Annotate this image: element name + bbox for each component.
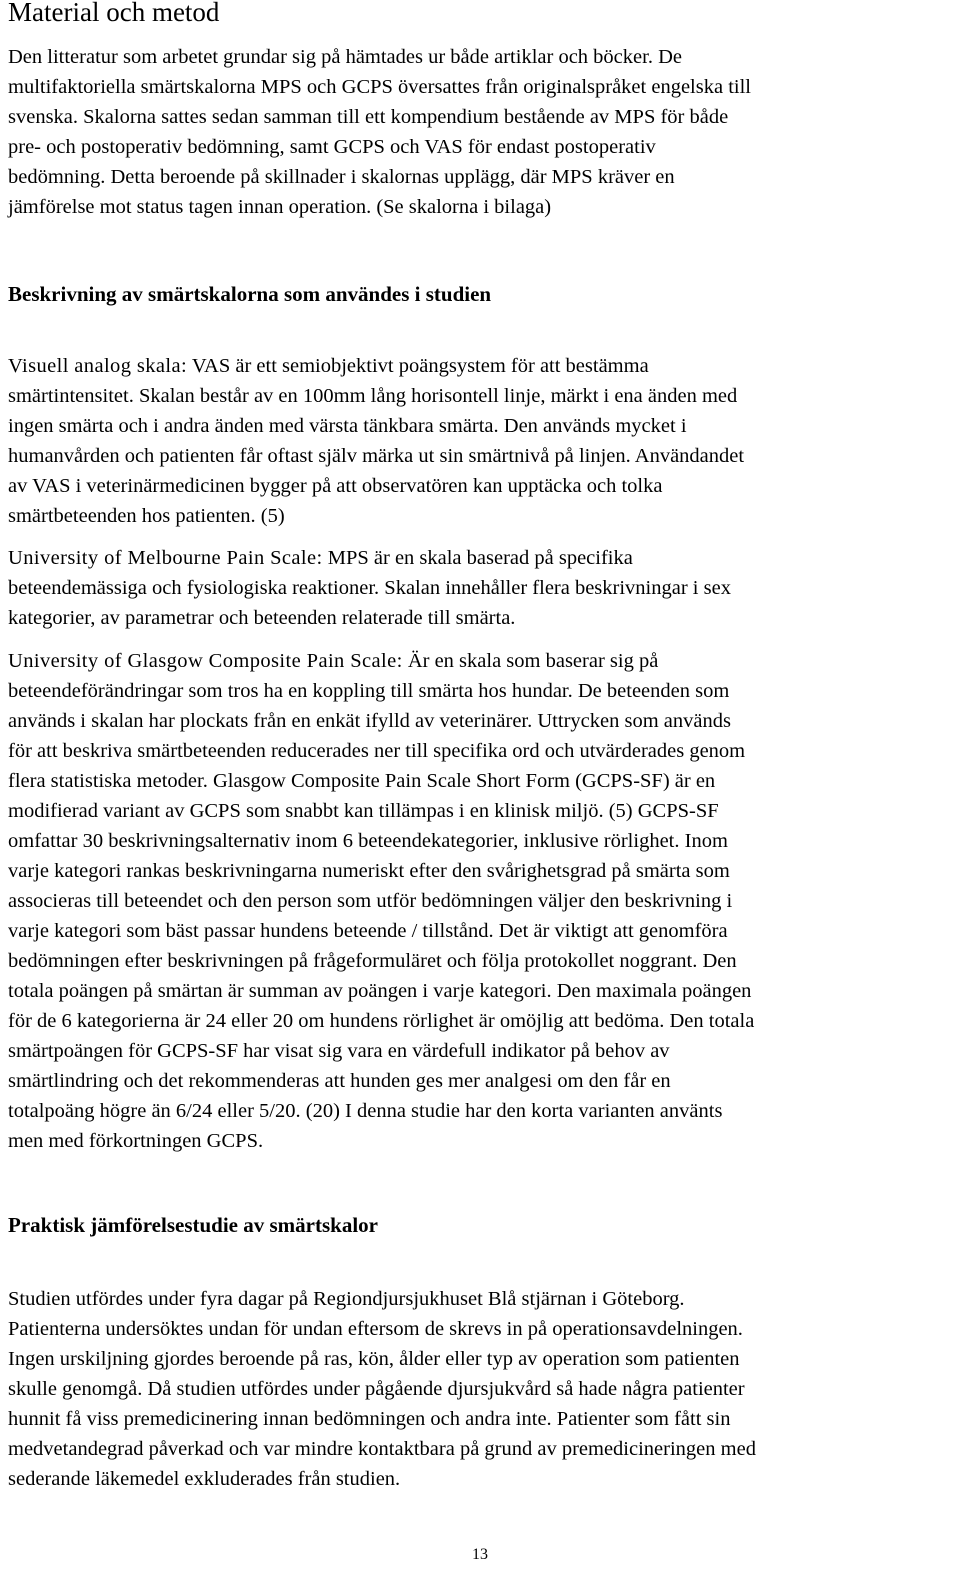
vas-definition-start: VAS är ett semiobjektivt poängsystem för att bestämma xyxy=(187,355,649,377)
text-line: medvetandegrad påverkad och var mindre kontaktbara på grund av premedicineringen med xyxy=(8,1438,756,1460)
page-number: 13 xyxy=(472,1546,488,1563)
text-line: bedömningen efter beskrivningen på frågeformuläret och följa protokollet noggrant. Den xyxy=(8,950,737,972)
text-line: för de 6 kategorierna är 24 eller 20 om hundens rörlighet är omöjlig att bedöma. Den totala xyxy=(8,1010,755,1032)
text-line: ingen smärta och i andra änden med värsta tänkbara smärta. Den används mycket i xyxy=(8,415,687,437)
text-line: används i skalan har plockats från en enkät ifylld av veterinärer. Uttrycken som används xyxy=(8,710,731,732)
text-line: smärtintensitet. Skalan består av en 100mm lång horisontell linje, märkt i ena änden med xyxy=(8,385,738,407)
mps-term: University of Melbourne Pain Scale: xyxy=(8,547,323,569)
text-line: Studien utfördes under fyra dagar på Regiondjursjukhuset Blå stjärnan i Göteborg. xyxy=(8,1288,685,1310)
section-heading-scale-description: Beskrivning av smärtskalorna som användes i studien xyxy=(8,282,492,306)
text-line: hunnit få viss premedicinering innan bedömningen och andra inte. Patienter som fått sin xyxy=(8,1408,731,1430)
text-line: beteendeförändringar som tros ha en koppling till smärta hos hundar. De beteenden som xyxy=(8,680,730,702)
text-line: sederande läkemedel exkluderades från studien. xyxy=(8,1468,401,1490)
text-line: omfattar 30 beskrivningsalternativ inom 6 beteendekategorier, inklusive rörlighet. Inom xyxy=(8,830,728,852)
text-line: flera statistiska metoder. Glasgow Composite Pain Scale Short Form (GCPS-SF) är en xyxy=(8,770,716,792)
mps-definition-start: MPS är en skala baserad på specifika xyxy=(322,547,633,569)
text-line: svenska. Skalorna sattes sedan samman till ett kompendium bestående av MPS för både xyxy=(8,106,729,128)
text-line: totala poängen på smärtan är summan av poängen i varje kategori. Den maximala poängen xyxy=(8,980,752,1002)
text-line: smärtlindring och det rekommenderas att hunden ges mer analgesi om den får en xyxy=(8,1070,671,1092)
text-line: smärtpoängen för GCPS-SF har visat sig vara en värdefull indikator på behov av xyxy=(8,1040,670,1062)
text-line: modifierad variant av GCPS som snabbt kan tillämpas i en klinisk miljö. (5) GCPS-SF xyxy=(8,800,719,822)
text-line: kategorier, av parametrar och beteenden relaterade till smärta. xyxy=(8,607,516,629)
gcps-term: University of Glasgow Composite Pain Scale: xyxy=(8,650,403,672)
text-line: associeras till beteendet och den person som utför bedömningen väljer den beskrivning i xyxy=(8,890,733,912)
gcps-definition-start: Är en skala som baserar sig på xyxy=(402,650,659,672)
text-line: jämförelse mot status tagen innan operation. (Se skalorna i bilaga) xyxy=(8,196,552,218)
text-line: av VAS i veterinärmedicinen bygger på att observatören kan upptäcka och tolka xyxy=(8,475,663,497)
text-line: för att beskriva smärtbeteenden reducerades ner till specifika ord och utvärderades genom xyxy=(8,740,746,762)
mps-paragraph xyxy=(8,543,952,633)
text-line: varje kategori rankas beskrivningarna numeriskt efter den svårighetsgrad på smärta som xyxy=(8,860,730,882)
section-heading-material-method: Material och metod xyxy=(8,0,220,27)
vas-paragraph xyxy=(8,351,952,531)
text-line xyxy=(8,646,952,676)
text-line: Ingen urskiljning gjordes beroende på ras, kön, ålder eller typ av operation som patienten xyxy=(8,1348,740,1370)
intro-paragraph xyxy=(8,42,952,222)
text-line: humanvården och patienten får oftast själv märka ut sin smärtnivå på linjen. Användandet xyxy=(8,445,745,467)
text-line: men med förkortningen GCPS. xyxy=(8,1130,264,1152)
text-line xyxy=(8,351,952,381)
vas-term: Visuell analog skala: xyxy=(8,355,188,377)
text-line: pre- och postoperativ bedömning, samt GCPS och VAS för endast postoperativ xyxy=(8,136,656,158)
section-heading-practical-study: Praktisk jämförelsestudie av smärtskalor xyxy=(8,1213,378,1237)
text-line: Patienterna undersöktes undan för undan eftersom de skrevs in på operationsavdelningen. xyxy=(8,1318,743,1340)
text-line: totalpoäng högre än 6/24 eller 5/20. (20) I denna studie har den korta varianten använts xyxy=(8,1100,723,1122)
text-line: smärtbeteenden hos patienten. (5) xyxy=(8,505,285,527)
text-line: multifaktoriella smärtskalorna MPS och GCPS översattes från originalspråket engelska till xyxy=(8,76,751,98)
text-line: skulle genomgå. Då studien utfördes under pågående djursjukvård så hade några patienter xyxy=(8,1378,745,1400)
text-line: beteendemässiga och fysiologiska reaktioner. Skalan innehåller flera beskrivningar i sex xyxy=(8,577,731,599)
text-line: Den litteratur som arbetet grundar sig på hämtades ur både artiklar och böcker. De xyxy=(8,46,682,68)
text-line: bedömning. Detta beroende på skillnader i skalornas upplägg, där MPS kräver en xyxy=(8,166,675,188)
text-line xyxy=(8,543,952,573)
text-line: varje kategori som bäst passar hundens beteende / tillstånd. Det är viktigt att genomföra xyxy=(8,920,728,942)
practical-paragraph xyxy=(8,1284,952,1494)
gcps-paragraph xyxy=(8,646,952,1156)
